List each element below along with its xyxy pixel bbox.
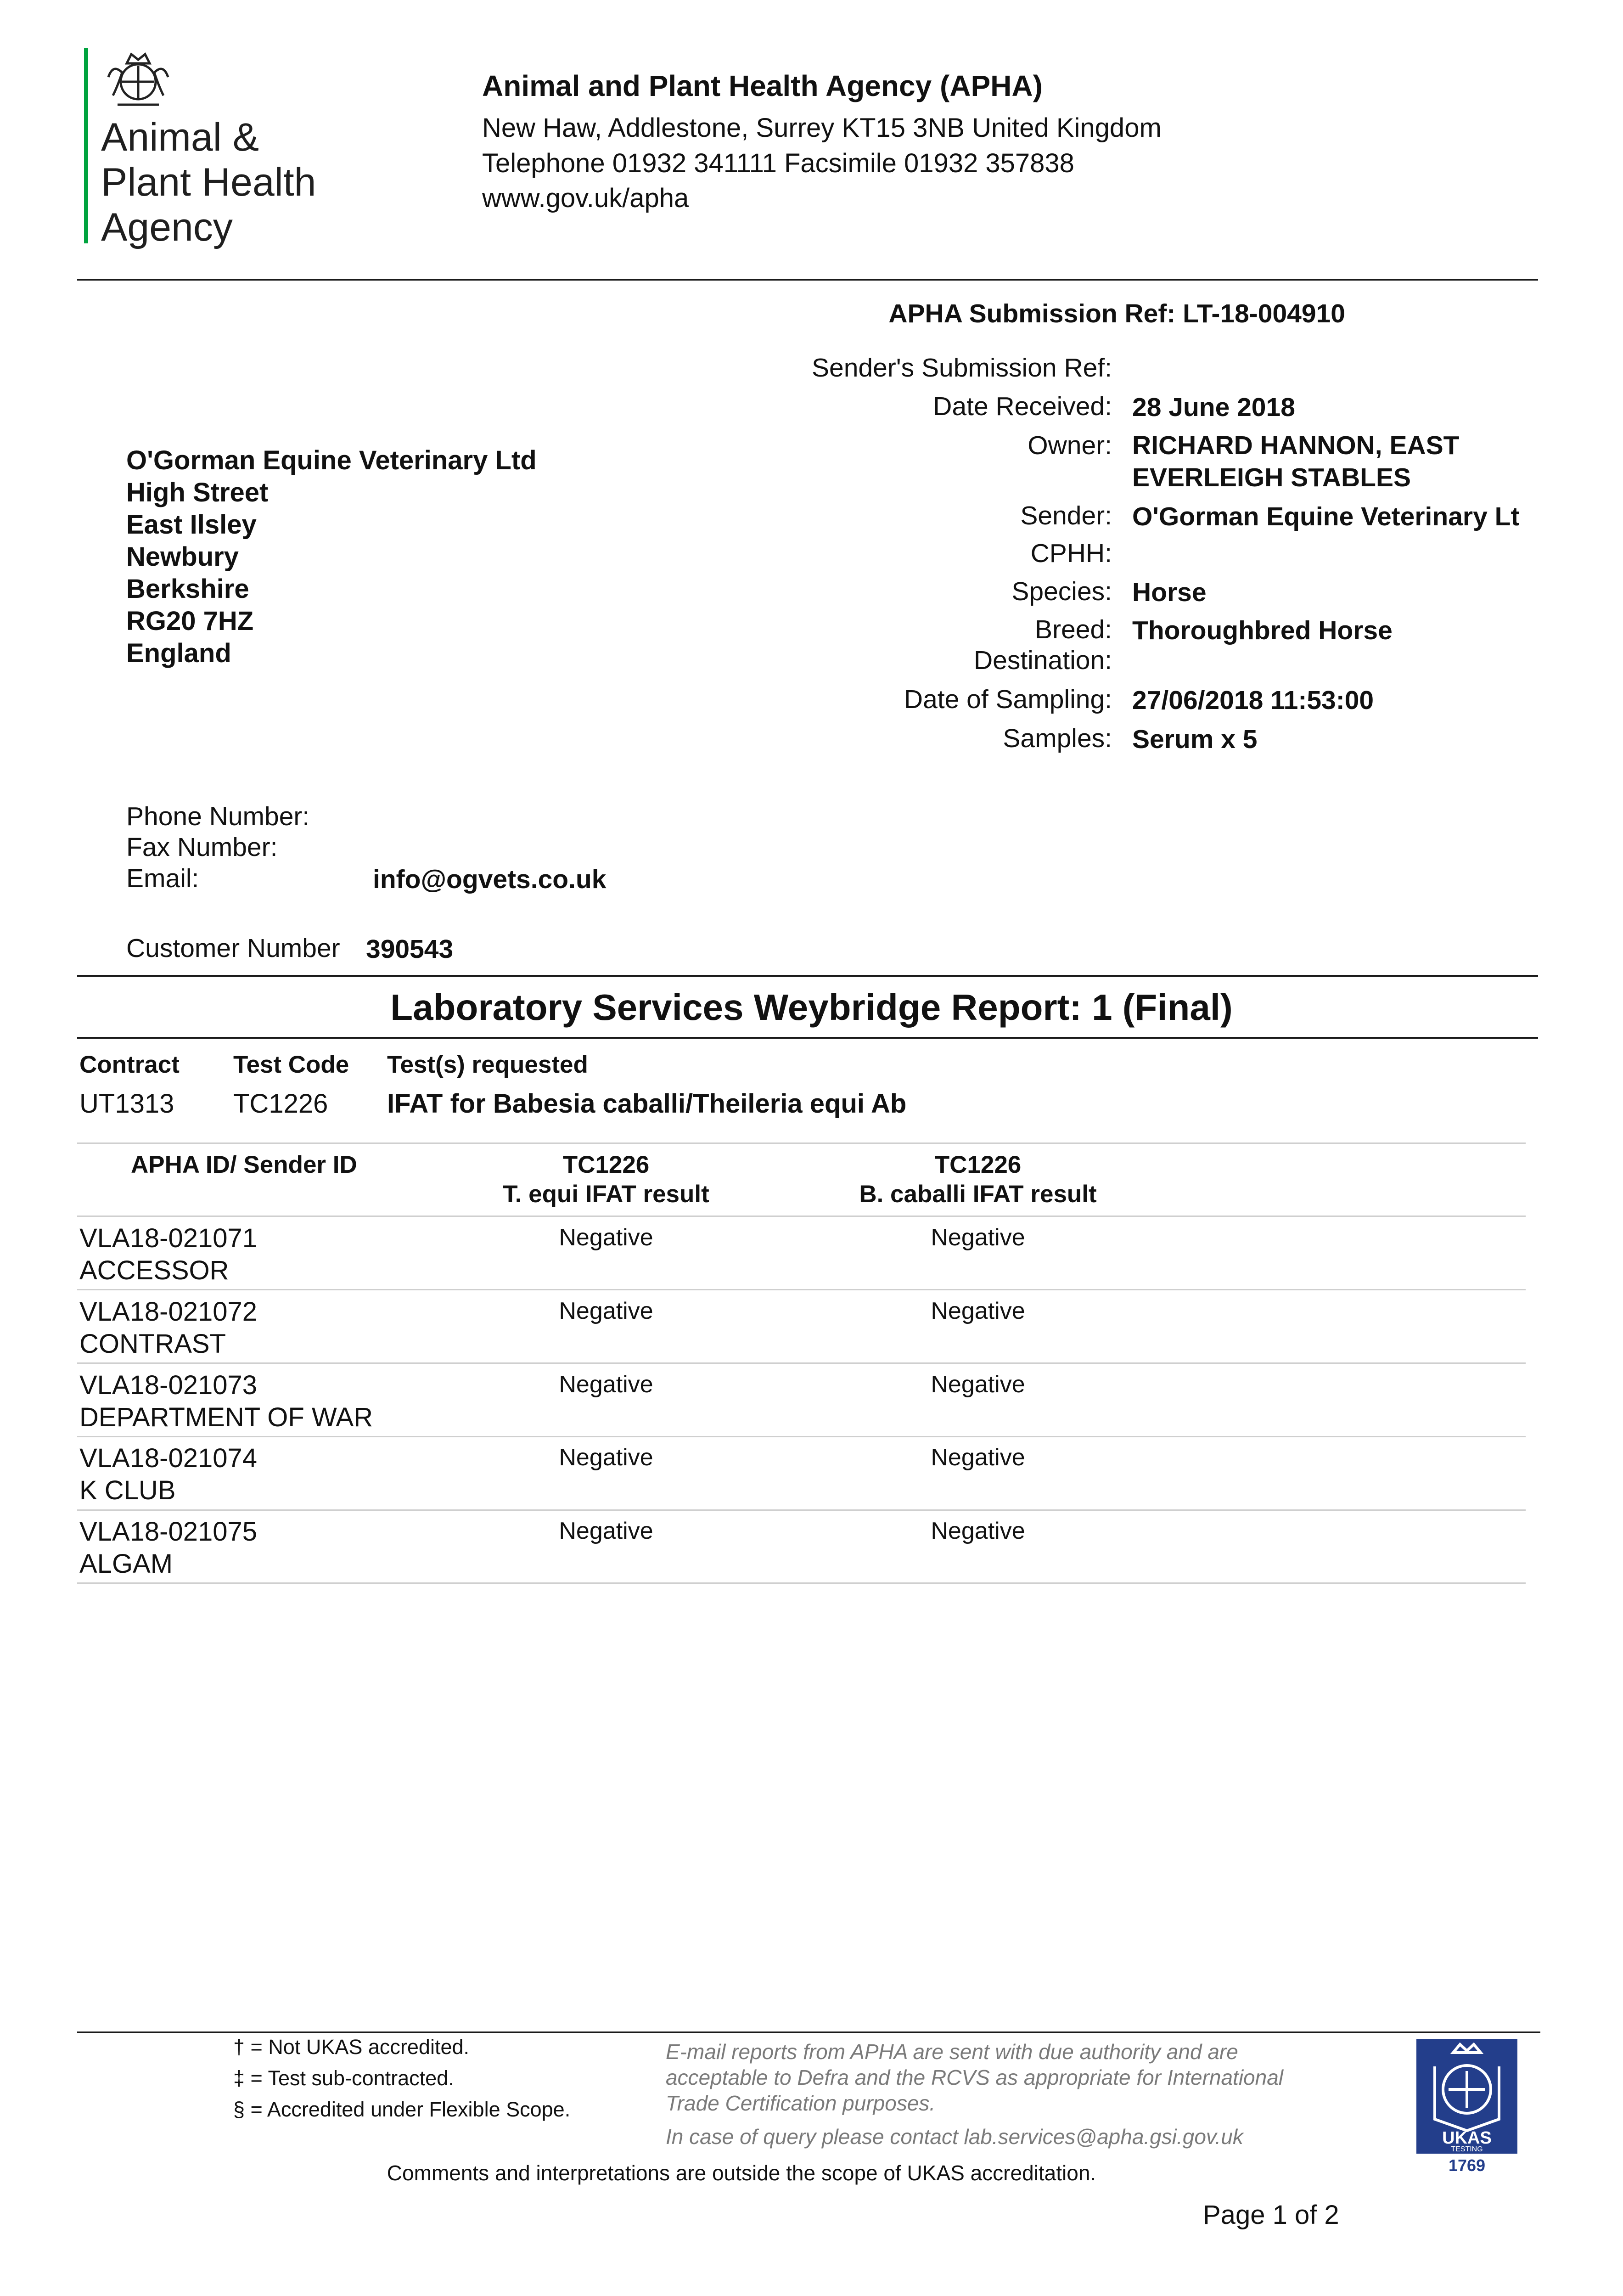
page-number: Page 1 of 2 xyxy=(1203,2200,1339,2230)
footnote-key: ‡ = Test sub-contracted. xyxy=(233,2066,454,2090)
contract-header: Contract xyxy=(79,1051,180,1078)
col1-name-header: T. equi IFAT result xyxy=(503,1181,709,1208)
royal-crest-icon xyxy=(99,45,177,114)
field-value: 28 June 2018 xyxy=(1132,393,1295,422)
ukas-label: UKAS xyxy=(1442,2128,1492,2148)
col1-code-header: TC1226 xyxy=(562,1151,650,1178)
ukas-sub: TESTING xyxy=(1451,2145,1483,2153)
agency-phones: Telephone 01932 341111 Facsimile 01932 357838 xyxy=(482,148,1074,178)
agency-logo-text xyxy=(101,115,316,250)
field-value: 27/06/2018 11:53:00 xyxy=(1132,686,1374,715)
ukas-logo-icon xyxy=(1416,2039,1517,2154)
sender-id: CONTRAST xyxy=(79,1329,226,1359)
field-value: O'Gorman Equine Veterinary Lt xyxy=(1132,502,1520,531)
agency-name: Animal and Plant Health Agency (APHA) xyxy=(482,69,1043,102)
test-code-header: Test Code xyxy=(233,1051,349,1078)
report-divider-bottom xyxy=(77,1037,1538,1039)
submission-ref-value: LT-18-004910 xyxy=(1183,299,1345,328)
submission-ref xyxy=(689,298,1345,329)
field-value: Horse xyxy=(1132,578,1207,607)
ukas-comment: Comments and interpretations are outside the scope of UKAS accreditation. xyxy=(387,2161,1096,2185)
customer-number-value: 390543 xyxy=(366,934,454,964)
field-label: Owner: xyxy=(1028,431,1112,460)
email-label: Email: xyxy=(126,864,199,893)
field-label: Sender: xyxy=(1020,501,1112,530)
field-label: CPHH: xyxy=(1030,539,1112,568)
contract-value: UT1313 xyxy=(79,1089,174,1119)
address-line: East Ilsley xyxy=(126,510,257,540)
t-equi-result: Negative xyxy=(559,1298,653,1324)
logo-line: Agency xyxy=(101,205,233,249)
header-divider xyxy=(77,279,1538,281)
row-divider xyxy=(77,1289,1526,1290)
field-value: EVERLEIGH STABLES xyxy=(1132,463,1411,492)
b-caballi-result: Negative xyxy=(931,1298,1025,1324)
b-caballi-result: Negative xyxy=(931,1371,1025,1398)
t-equi-result: Negative xyxy=(559,1518,653,1544)
sender-id: ACCESSOR xyxy=(79,1255,229,1285)
note-line: Trade Certification purposes. xyxy=(666,2091,936,2115)
row-divider xyxy=(77,1362,1526,1364)
customer-number-label: Customer Number xyxy=(126,934,340,963)
table-divider xyxy=(77,1216,1526,1217)
footnote-key: § = Accredited under Flexible Scope. xyxy=(233,2098,571,2121)
footer-divider xyxy=(77,2032,1540,2033)
recipient-address xyxy=(126,445,537,670)
col2-code-header: TC1226 xyxy=(934,1151,1022,1178)
query-contact-note: In case of query please contact lab.services@apha.gsi.gov.uk xyxy=(666,2125,1243,2149)
field-label: Species: xyxy=(1011,577,1112,606)
sender-id: K CLUB xyxy=(79,1475,176,1505)
address-line: High Street xyxy=(126,478,269,507)
address-line: RG20 7HZ xyxy=(126,606,254,636)
email-value[interactable]: info@ogvets.co.uk xyxy=(373,865,607,894)
row-divider xyxy=(77,1582,1526,1584)
tests-header: Test(s) requested xyxy=(387,1051,588,1078)
field-value: RICHARD HANNON, EAST xyxy=(1132,431,1460,460)
apha-id: VLA18-021074 xyxy=(79,1443,257,1473)
field-label: Date of Sampling: xyxy=(904,685,1112,714)
field-label: Sender's Submission Ref: xyxy=(811,353,1112,383)
t-equi-result: Negative xyxy=(559,1371,653,1398)
email-authority-note xyxy=(666,2039,1283,2116)
field-label: Samples: xyxy=(1003,724,1112,753)
row-divider xyxy=(77,1509,1526,1511)
test-name-value: IFAT for Babesia caballi/Theileria equi Ab xyxy=(387,1089,907,1119)
field-value: Thoroughbred Horse xyxy=(1132,616,1393,645)
submission-ref-label: APHA Submission Ref: xyxy=(888,299,1176,328)
test-code-value: TC1226 xyxy=(233,1089,328,1119)
field-label: Breed: xyxy=(1035,615,1112,644)
apha-id: VLA18-021072 xyxy=(79,1297,257,1327)
note-line: E-mail reports from APHA are sent with due authority and are xyxy=(666,2040,1238,2064)
field-value: Serum x 5 xyxy=(1132,725,1258,754)
table-divider xyxy=(77,1142,1526,1144)
t-equi-result: Negative xyxy=(559,1224,653,1251)
b-caballi-result: Negative xyxy=(931,1444,1025,1471)
field-label: Destination: xyxy=(973,646,1112,675)
logo-accent-bar xyxy=(84,48,88,243)
col-id-header: APHA ID/ Sender ID xyxy=(131,1151,357,1178)
address-line: O'Gorman Equine Veterinary Ltd xyxy=(126,445,537,475)
field-label: Date Received: xyxy=(933,392,1112,421)
sender-id: DEPARTMENT OF WAR xyxy=(79,1402,373,1432)
address-line: Berkshire xyxy=(126,574,249,604)
logo-line: Plant Health xyxy=(101,160,316,204)
sender-id: ALGAM xyxy=(79,1549,173,1579)
note-line: acceptable to Defra and the RCVS as appropriate for International xyxy=(666,2065,1284,2089)
agency-website[interactable]: www.gov.uk/apha xyxy=(482,183,689,213)
ukas-testing-mark xyxy=(1416,2039,1517,2175)
b-caballi-result: Negative xyxy=(931,1224,1025,1251)
apha-id: VLA18-021075 xyxy=(79,1517,257,1547)
agency-address: New Haw, Addlestone, Surrey KT15 3NB United Kingdom xyxy=(482,113,1162,143)
report-title: Laboratory Services Weybridge Report: 1 (Final) xyxy=(390,987,1233,1028)
report-divider-top xyxy=(77,975,1538,977)
col2-name-header: B. caballi IFAT result xyxy=(859,1181,1097,1208)
row-divider xyxy=(77,1436,1526,1437)
phone-label: Phone Number: xyxy=(126,802,310,831)
t-equi-result: Negative xyxy=(559,1444,653,1471)
ukas-number: 1769 xyxy=(1448,2156,1486,2175)
apha-id: VLA18-021071 xyxy=(79,1223,257,1253)
footnote-key: † = Not UKAS accredited. xyxy=(233,2035,470,2059)
apha-id: VLA18-021073 xyxy=(79,1370,257,1400)
b-caballi-result: Negative xyxy=(931,1518,1025,1544)
fax-label: Fax Number: xyxy=(126,833,278,862)
logo-line: Animal & xyxy=(101,115,259,159)
address-line: England xyxy=(126,638,231,668)
address-line: Newbury xyxy=(126,542,239,572)
